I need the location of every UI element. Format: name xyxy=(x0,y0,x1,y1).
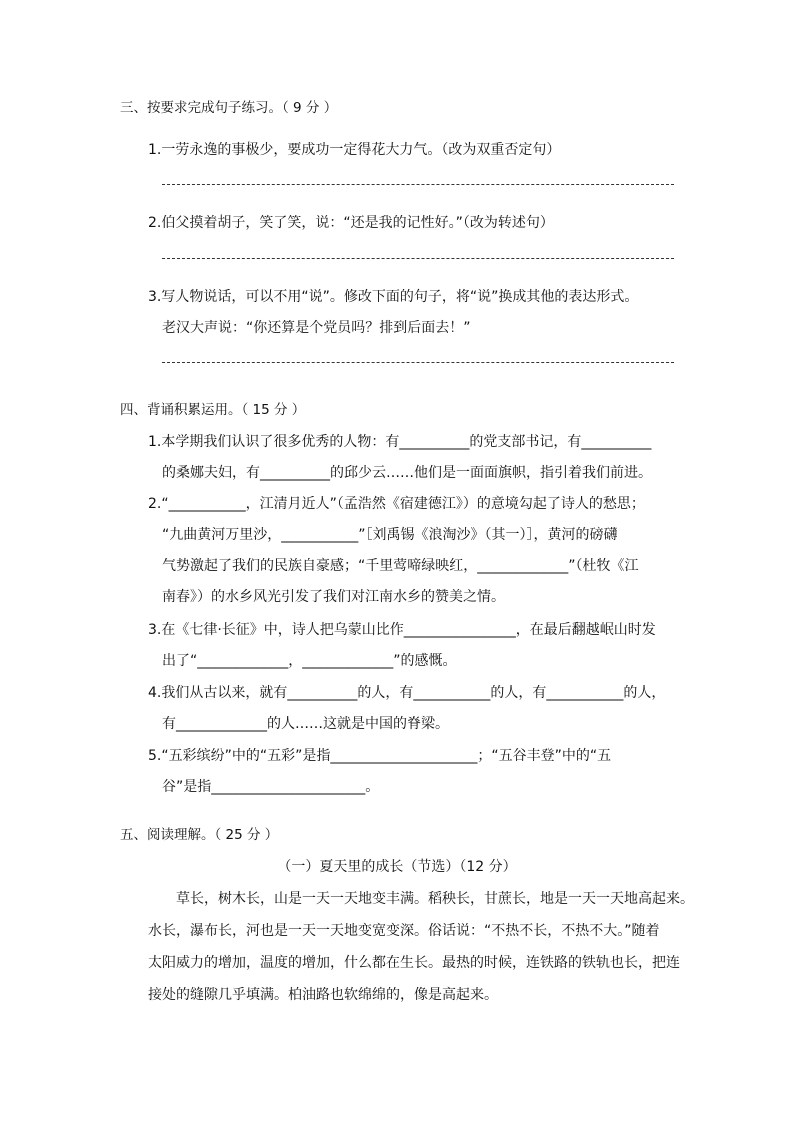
question-3-2: 2.伯父摸着胡子，笑了笑，说：“还是我的记性好。”（改为转述句） xyxy=(148,215,554,231)
section-4-heading: 四、背诵积累运用。（ 15 分 ） xyxy=(120,402,306,418)
question-4-1-line-2: 的桑娜夫妇，有__________的邱少云……他们是一面面旗帜，指引着我们前进。 xyxy=(162,465,652,481)
question-4-4-line-1: 4.我们从古以来，就有__________的人，有___________的人，有___________的人， xyxy=(148,685,666,701)
paragraph-line-4: 接处的缝隙几乎填满。柏油路也软绵绵的，像是高起来。 xyxy=(148,987,498,1003)
question-4-2-line-3: 气势激起了我们的民族自豪感；“千里莺啼绿映红，_____________”（杜牧《江 xyxy=(162,558,639,574)
question-4-2-line-2: “九曲黄河万里沙，___________”［刘禹锡《浪淘沙》（其一）］，黄河的磅礴 xyxy=(162,527,618,543)
reading-subheading: （一）夏天里的成长（节选）（12 分） xyxy=(277,859,517,875)
question-4-3-line-2: 出了“_____________，_____________”的感慨。 xyxy=(162,653,457,669)
question-4-1-line-1: 1.本学期我们认识了很多优秀的人物：有__________的党支部书记，有__________ xyxy=(148,434,652,450)
question-3-1: 1.一劳永逸的事极少，要成功一定得花大力气。（改为双重否定句） xyxy=(148,142,561,158)
section-3-heading: 三、按要求完成句子练习。（ 9 分 ） xyxy=(120,100,338,116)
paragraph-line-2: 水长，瀑布长，河也是一天一天地变宽变深。俗话说：“不热不长，不热不大。”随着 xyxy=(148,923,660,939)
question-4-3-line-1: 3.在《七律·长征》中，诗人把乌蒙山比作________________，在最后翻越岷山时发 xyxy=(148,622,656,638)
answer-line-3-3[interactable] xyxy=(162,362,674,363)
question-3-3: 3.写人物说话，可以不用“说”。修改下面的句子，将“说”换成其他的表达形式。 xyxy=(148,289,639,305)
paragraph-line-1: 草长，树木长，山是一天一天地变丰满。稻秧长，甘蔗长，地是一天一天地高起来。 xyxy=(176,891,694,907)
answer-line-3-1[interactable] xyxy=(162,184,674,185)
question-4-4-line-2: 有_____________的人……这就是中国的脊梁。 xyxy=(162,716,449,732)
question-4-2-line-4: 南春》）的水乡风光引发了我们对江南水乡的赞美之情。 xyxy=(162,589,505,605)
section-5-heading: 五、阅读理解。（ 25 分 ） xyxy=(120,827,279,843)
answer-line-3-2[interactable] xyxy=(162,258,674,259)
question-4-5-line-2: 谷”是指______________________。 xyxy=(162,779,380,795)
question-3-3-sentence: 老汉大声说：“你还算是个党员吗？排到后面去！” xyxy=(162,320,471,336)
question-4-2-line-1: 2.“___________，江清月近人”（孟浩然《宿建德江》）的意境勾起了诗人的愁思； xyxy=(148,496,645,512)
paragraph-line-3: 太阳威力的增加，温度的增加，什么都在生长。最热的时候，连铁路的铁轨也长，把连 xyxy=(148,955,680,971)
question-4-5-line-1: 5.“五彩缤纷”中的“五彩”是指_____________________；“五谷丰登”中的“五 xyxy=(148,748,612,764)
